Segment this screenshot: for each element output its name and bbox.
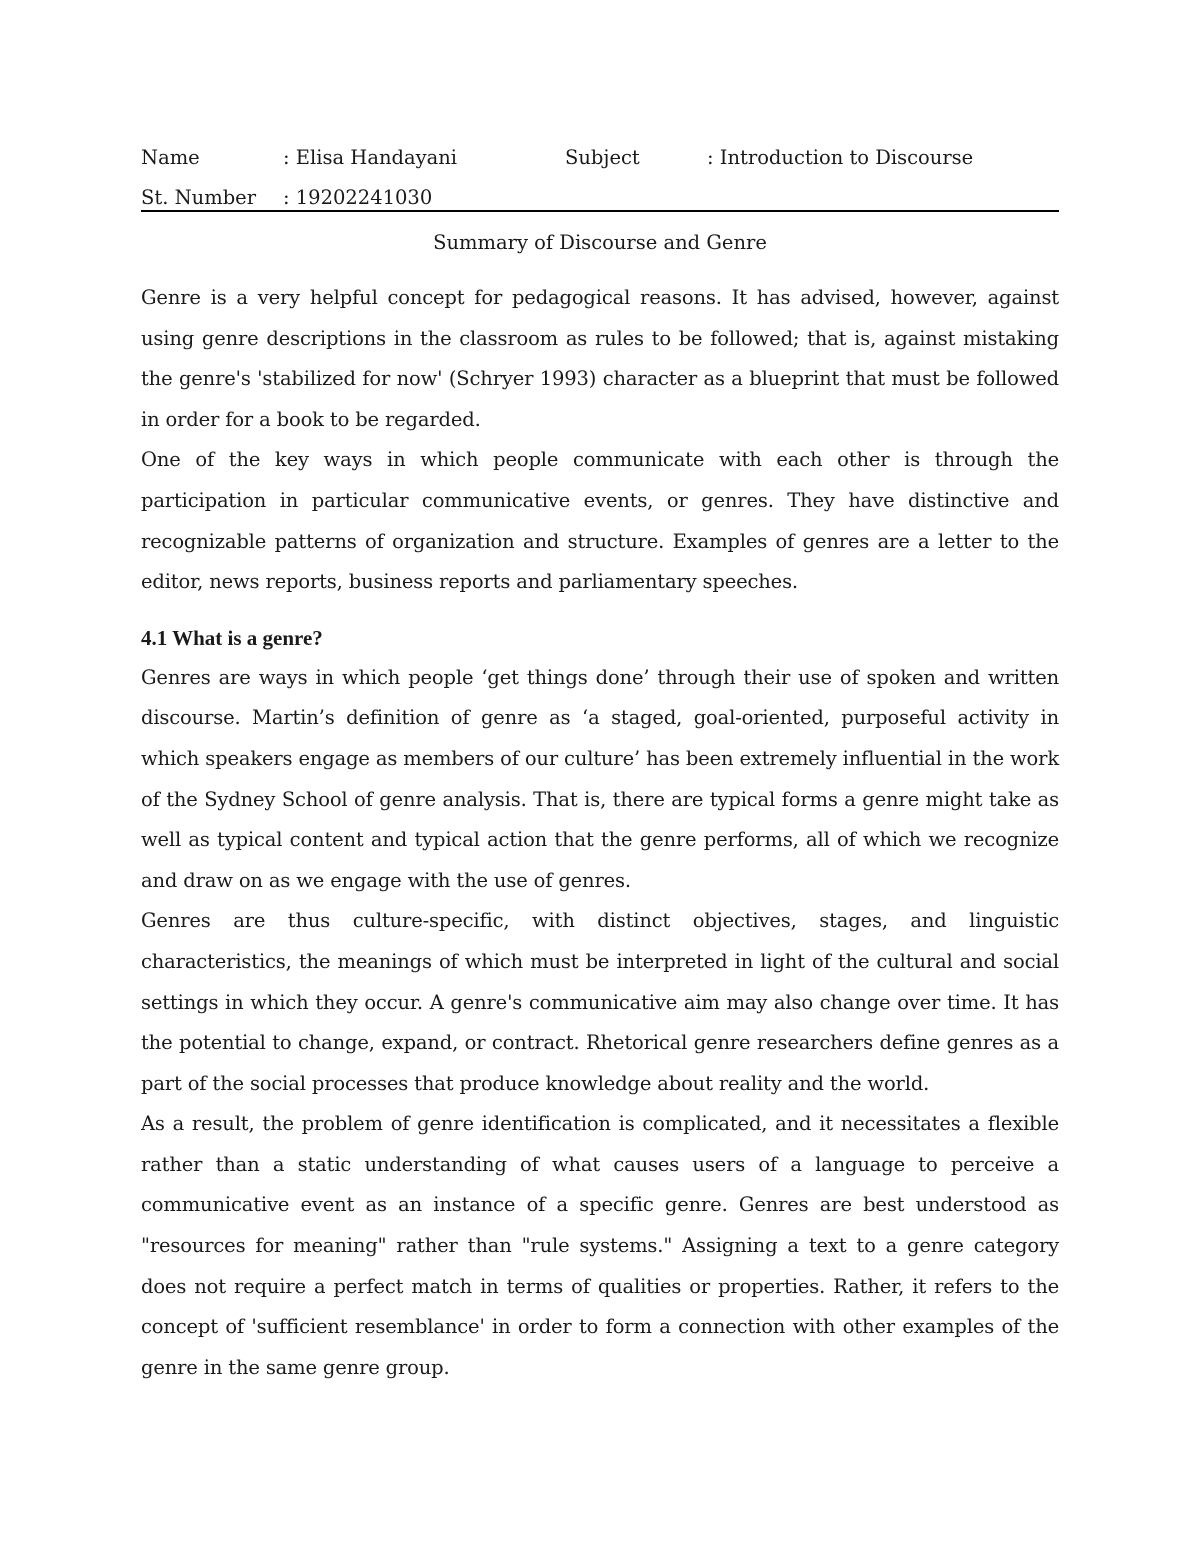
section-heading: 4.1 What is a genre? bbox=[141, 625, 323, 650]
intro-paragraph-1: Genre is a very helpful concept for pedagogical reasons. It has advised, however, against using genre descriptions in the classroom as rules to be followed; that is, against mistaking the genre's 'stabilized for now' (Schryer 1993) character as a blueprint that must be followed in order for a book to be regarded. bbox=[141, 286, 1059, 431]
document-title: Summary of Discourse and Genre bbox=[433, 231, 767, 254]
section-paragraph-1: Genres are ways in which people ‘get things done’ through their use of spoken and written discourse. Martin’s definition of genre as ‘a staged, goal-oriented, purposeful activity in which speakers engage as members of our culture’ has been extremely influential in the work of the Sydney School of genre analysis. That is, there are typical forms a genre might take as well as typical content and typical action that the genre performs, all of which we recognize and draw on as we engage with the use of genres. bbox=[141, 665, 1059, 892]
subject-label: Subject bbox=[565, 146, 640, 169]
student-number-label: St. Number bbox=[141, 186, 257, 209]
student-info-header bbox=[141, 138, 1059, 218]
student-number-value: : 19202241030 bbox=[283, 186, 433, 209]
section-paragraph-2: Genres are thus culture-specific, with distinct objectives, stages, and linguistic characteristics, the meanings of which must be interpreted in light of the cultural and social settings in which they occur. A genre's communicative aim may also change over time. It has the potential to change, expand, or contract. Rhetorical genre researchers define genres as a part of the social processes that produce knowledge about reality and the world. bbox=[141, 909, 1059, 1095]
document-page bbox=[141, 138, 1059, 1388]
intro-paragraph-2: One of the key ways in which people communicate with each other is through the participation in particular communicative events, or genres. They have distinctive and recognizable patterns of organization and structure. Examples of genres are a letter to the editor, news reports, business reports and parliamentary speeches. bbox=[141, 448, 1059, 594]
name-label: Name bbox=[141, 146, 200, 169]
name-value: : Elisa Handayani bbox=[283, 146, 458, 169]
subject-value: : Introduction to Discourse bbox=[707, 146, 974, 169]
section-paragraph-3: As a result, the problem of genre identification is complicated, and it necessitates a flexible rather than a static understanding of what causes users of a language to perceive a communicative event as an instance of a specific genre. Genres are best understood as "resources for meaning" rather than "rule systems." Assigning a text to a genre category does not require a perfect match in terms of qualities or properties. Rather, it refers to the concept of 'sufficient resemblance' in order to form a connection with other examples of the genre in the same genre group. bbox=[141, 1112, 1059, 1379]
header-divider bbox=[141, 210, 1059, 212]
